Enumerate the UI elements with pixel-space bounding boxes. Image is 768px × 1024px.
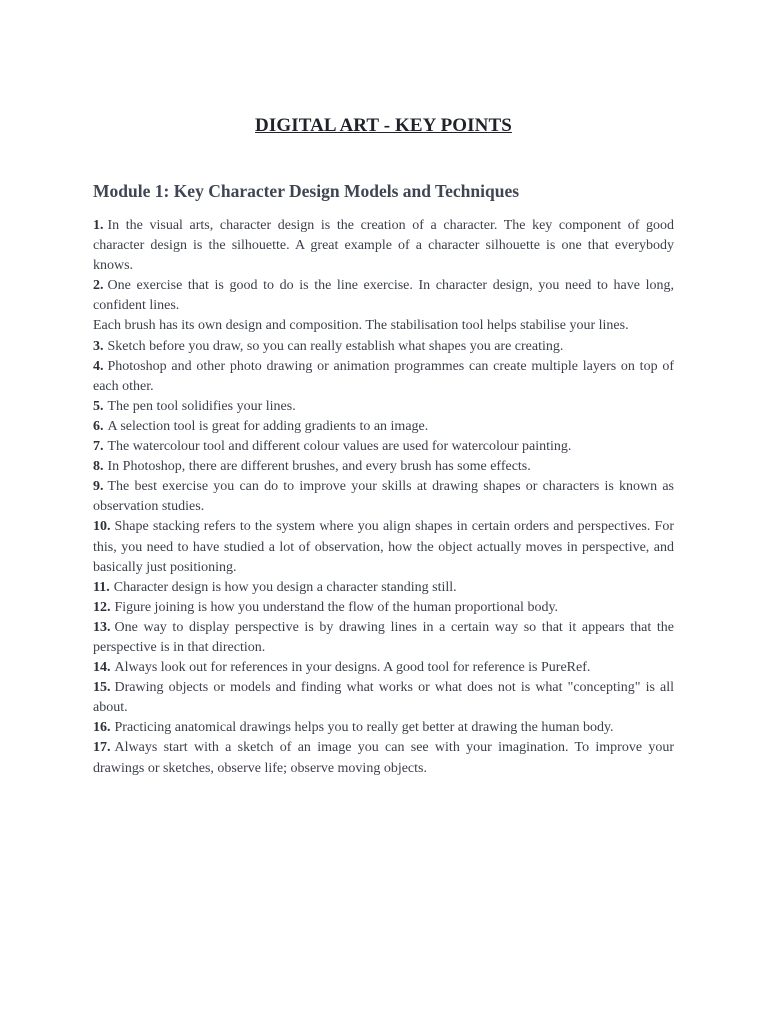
point-number: 13.	[93, 619, 111, 635]
point-text: The watercolour tool and different colour values are used for watercolour painting.	[107, 439, 572, 455]
module-heading: Module 1: Key Character Design Models and Techniques	[93, 181, 520, 201]
list-item	[93, 477, 674, 517]
list-item	[93, 316, 674, 336]
point-number: 8.	[93, 459, 104, 475]
point-text: One exercise that is good to do is the line exercise. In character design, you need to have long, confident lines.	[93, 278, 674, 314]
point-text: In Photoshop, there are different brushes, and every brush has some effects.	[107, 459, 531, 475]
point-text: A selection tool is great for adding gradients to an image.	[107, 418, 429, 434]
list-item	[93, 578, 674, 598]
point-number: 5.	[93, 398, 104, 414]
point-number: 16.	[93, 720, 111, 736]
list-item	[93, 598, 674, 618]
list-item	[93, 457, 674, 477]
list-item	[93, 216, 674, 276]
list-item	[93, 417, 674, 437]
point-number: 10.	[93, 519, 111, 535]
point-text: Drawing objects or models and finding what works or what does not is what "concepting" is all about.	[93, 680, 674, 716]
point-number: 12.	[93, 599, 111, 615]
point-number: 3.	[93, 338, 104, 354]
point-text: Always start with a sketch of an image you can see with your imagination. To improve your drawings or sketches, observe life; observe moving objects.	[93, 740, 674, 776]
point-number: 6.	[93, 418, 104, 434]
point-number: 14.	[93, 660, 111, 676]
point-number: 7.	[93, 439, 104, 455]
list-item	[93, 397, 674, 417]
point-number: 4.	[93, 358, 104, 374]
list-item	[93, 517, 674, 577]
list-item	[93, 337, 674, 357]
list-item	[93, 276, 674, 316]
point-number: 1.	[93, 218, 104, 233]
list-item	[93, 718, 674, 738]
point-text: One way to display perspective is by drawing lines in a certain way so that it appears that the perspective is in that direction.	[93, 619, 674, 655]
point-number: 9.	[93, 479, 104, 495]
point-text: Photoshop and other photo drawing or animation programmes can create multiple layers on top of each other.	[93, 358, 674, 394]
point-text: Character design is how you design a character standing still.	[113, 579, 457, 595]
point-number: 11.	[93, 579, 110, 595]
point-text: Figure joining is how you understand the flow of the human proportional body.	[114, 599, 559, 615]
point-number: 17.	[93, 740, 111, 756]
list-item	[93, 658, 674, 678]
point-text: The pen tool solidifies your lines.	[107, 398, 296, 414]
key-points-list	[93, 216, 674, 779]
point-text: In the visual arts, character design is the creation of a character. The key component of good character design is the silhouette. A great example of a character silhouette is one that everybody knows.	[93, 218, 674, 274]
point-text: The best exercise you can do to improve your skills at drawing shapes or characters is known as observation studies.	[93, 479, 674, 515]
list-item	[93, 618, 674, 658]
point-text: Always look out for references in your designs. A good tool for reference is PureRef.	[114, 660, 591, 676]
list-item	[93, 357, 674, 397]
point-text: Sketch before you draw, so you can really establish what shapes you are creating.	[107, 338, 564, 354]
list-item	[93, 678, 674, 718]
point-number: 15.	[93, 680, 111, 696]
point-text: Practicing anatomical drawings helps you to really get better at drawing the human body.	[114, 720, 614, 736]
document-title: DIGITAL ART - KEY POINTS	[255, 115, 512, 136]
point-text: Shape stacking refers to the system where you align shapes in certain orders and perspectives. For this, you need to have studied a lot of observation, how the object actually moves in perspective, and basically just positioning.	[93, 519, 674, 575]
list-item	[93, 437, 674, 457]
point-text: Each brush has its own design and composition. The stabilisation tool helps stabilise your lines.	[93, 318, 629, 334]
point-number: 2.	[93, 278, 104, 294]
list-item	[93, 738, 674, 778]
